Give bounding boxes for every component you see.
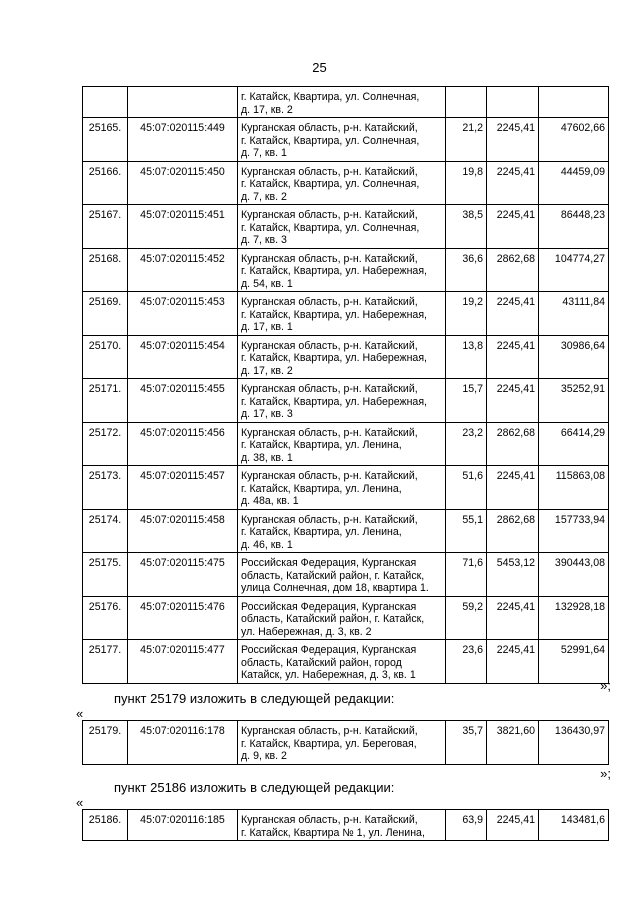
address-line: г. Катайск, Квартира, ул. Набережная, (241, 265, 428, 277)
cell-rate: 2862,68 (487, 509, 539, 553)
closing-quote: »; (600, 678, 611, 693)
cell-area: 35,7 (446, 721, 487, 765)
cell-number: 25166. (83, 161, 128, 205)
cell-cadastral-number: 45:07:020115:455 (128, 379, 238, 423)
cell-rate: 2245,41 (487, 205, 539, 249)
address-line: г. Катайск, Квартира, ул. Солнечная, (241, 178, 420, 190)
cell-cadastral-number: 45:07:020115:451 (128, 205, 238, 249)
address-line: г. Катайск, Квартира, ул. Ленина, (241, 482, 402, 495)
cell-number: 25165. (83, 118, 128, 162)
cell-address (238, 335, 446, 379)
cell-area: 63,9 (446, 810, 487, 841)
address-line: г. Катайск, Квартира № 1, ул. Ленина, (241, 826, 425, 839)
cell-rate: 3821,60 (487, 721, 539, 765)
address-line: Курганская область, р-н. Катайский, (241, 814, 418, 826)
table-row (83, 248, 609, 292)
cell-address (238, 205, 446, 249)
address-line: г. Катайск, Квартира, ул. Ленина, (241, 439, 402, 451)
cell-number: 25179. (83, 721, 128, 765)
cell-cadastral-value: 157733,94 (539, 509, 609, 553)
cell-cadastral-number: 45:07:020115:477 (128, 640, 238, 684)
cell-cadastral-value: 136430,97 (539, 721, 609, 765)
register-table-25186 (82, 809, 609, 841)
address-line: д. 9, кв. 2 (241, 750, 287, 762)
address-line: Курганская область, р-н. Катайский, (241, 513, 418, 526)
cell-area: 21,2 (446, 118, 487, 162)
address-line: д. 17, кв. 2 (241, 103, 293, 116)
cell-cadastral-value: 44459,09 (539, 161, 609, 205)
cell-number: 25175. (83, 553, 128, 597)
cell-area: 23,2 (446, 422, 487, 466)
cell-number: 25169. (83, 292, 128, 336)
cell-rate: 2245,41 (487, 118, 539, 162)
cell-area: 55,1 (446, 509, 487, 553)
cell-address (238, 118, 446, 162)
address-line: г. Катайск, Квартира, ул. Ленина, (241, 526, 402, 538)
address-line: область, Катайский район, г. Катайск, (241, 613, 425, 625)
table-row (83, 292, 609, 336)
address-line: Курганская область, р-н. Катайский, (241, 165, 418, 178)
cell-cadastral-value: 43111,84 (539, 292, 609, 336)
cell-cadastral-number: 45:07:020115:449 (128, 118, 238, 162)
address-line: д. 48а, кв. 1 (241, 495, 299, 507)
cell-cadastral-value: 47602,66 (539, 118, 609, 162)
cell-cadastral-number: 45:07:020115:453 (128, 292, 238, 336)
cell-area: 71,6 (446, 553, 487, 597)
cell-cadastral-value (539, 87, 609, 118)
cell-cadastral-number (128, 87, 238, 118)
address-line: Курганская область, р-н. Катайский, (241, 209, 418, 221)
cell-rate: 2245,41 (487, 335, 539, 379)
table-row (83, 335, 609, 379)
cell-number: 25168. (83, 248, 128, 292)
table-row (83, 161, 609, 205)
cell-cadastral-number: 45:07:020115:457 (128, 466, 238, 510)
cell-area: 51,6 (446, 466, 487, 510)
cell-rate: 2245,41 (487, 161, 539, 205)
cell-area (446, 87, 487, 118)
cell-cadastral-value: 66414,29 (539, 422, 609, 466)
closing-quote: »; (600, 766, 611, 781)
address-line: Курганская область, р-н. Катайский, (241, 426, 418, 439)
address-line: Курганская область, р-н. Катайский, (241, 122, 418, 134)
address-line: Курганская область, р-н. Катайский, (241, 725, 418, 737)
cell-rate: 2245,41 (487, 292, 539, 336)
address-line: Катайск, ул. Набережная, д. 3, кв. 1 (241, 669, 416, 681)
cell-cadastral-number: 45:07:020115:458 (128, 509, 238, 553)
cell-address (238, 161, 446, 205)
cell-cadastral-value: 52991,64 (539, 640, 609, 684)
cell-rate: 2245,41 (487, 596, 539, 640)
cell-cadastral-value: 104774,27 (539, 248, 609, 292)
cell-cadastral-value: 390443,08 (539, 553, 609, 597)
table-row (83, 509, 609, 553)
cell-cadastral-number: 45:07:020116:178 (128, 721, 238, 765)
address-line: Курганская область, р-н. Катайский, (241, 383, 418, 395)
register-table-body (83, 810, 609, 841)
cell-address (238, 87, 446, 118)
cell-cadastral-number: 45:07:020115:476 (128, 596, 238, 640)
table-row (83, 640, 609, 684)
table-row (83, 379, 609, 423)
opening-quote: « (76, 795, 84, 810)
address-line: г. Катайск, Квартира, ул. Солнечная, (241, 221, 420, 234)
cell-number: 25176. (83, 596, 128, 640)
amendment-instruction-25179: пункт 25179 изложить в следующей редакции: (114, 691, 395, 706)
register-table-body (83, 87, 609, 684)
cell-address (238, 292, 446, 336)
cell-area: 38,5 (446, 205, 487, 249)
cell-number: 25167. (83, 205, 128, 249)
address-line: д. 38, кв. 1 (241, 451, 293, 464)
table-row (83, 810, 609, 841)
register-table-body (83, 721, 609, 765)
address-line: г. Катайск, Квартира, ул. Набережная, (241, 352, 428, 364)
cell-rate: 2245,41 (487, 379, 539, 423)
address-line: г. Катайск, Квартира, ул. Солнечная, (241, 134, 420, 147)
cell-cadastral-number: 45:07:020115:450 (128, 161, 238, 205)
cell-number: 25177. (83, 640, 128, 684)
cell-cadastral-value: 30986,64 (539, 335, 609, 379)
cell-number: 25173. (83, 466, 128, 510)
cell-rate: 2245,41 (487, 810, 539, 841)
cell-rate: 2862,68 (487, 422, 539, 466)
cell-area: 15,7 (446, 379, 487, 423)
address-line: д. 17, кв. 2 (241, 364, 293, 377)
address-line: д. 17, кв. 3 (241, 408, 293, 420)
address-line: д. 7, кв. 1 (241, 147, 287, 159)
cell-rate: 2862,68 (487, 248, 539, 292)
cell-rate: 2245,41 (487, 640, 539, 684)
address-line: Курганская область, р-н. Катайский, (241, 339, 418, 352)
cell-cadastral-value: 86448,23 (539, 205, 609, 249)
address-line: Курганская область, р-н. Катайский, (241, 252, 418, 265)
address-line: г. Катайск, Квартира, ул. Солнечная, (241, 91, 420, 103)
cell-address (238, 640, 446, 684)
cell-rate: 5453,12 (487, 553, 539, 597)
address-line: г. Катайск, Квартира, ул. Набережная, (241, 308, 428, 321)
cell-cadastral-value: 35252,91 (539, 379, 609, 423)
cell-address (238, 810, 446, 841)
table-row (83, 553, 609, 597)
table-row (83, 118, 609, 162)
cell-area: 23,6 (446, 640, 487, 684)
address-line: д. 7, кв. 2 (241, 190, 287, 203)
cell-number: 25186. (83, 810, 128, 841)
cell-area: 19,2 (446, 292, 487, 336)
address-line: Российская Федерация, Курганская (241, 600, 417, 613)
cell-address (238, 466, 446, 510)
address-line: г. Катайск, Квартира, ул. Набережная, (241, 395, 428, 408)
cell-address (238, 509, 446, 553)
cell-rate (487, 87, 539, 118)
table-row (83, 596, 609, 640)
cell-address (238, 553, 446, 597)
cell-cadastral-value: 143481,6 (539, 810, 609, 841)
cell-address (238, 248, 446, 292)
table-row (83, 721, 609, 765)
cell-cadastral-number: 45:07:020115:475 (128, 553, 238, 597)
cell-area: 19,8 (446, 161, 487, 205)
address-line: Курганская область, р-н. Катайский, (241, 470, 418, 482)
opening-quote: « (76, 706, 84, 721)
address-line: Российская Федерация, Курганская (241, 557, 417, 569)
cell-address (238, 721, 446, 765)
register-table-main (82, 86, 609, 684)
cell-number (83, 87, 128, 118)
cell-area: 36,6 (446, 248, 487, 292)
address-line: Российская Федерация, Курганская (241, 644, 417, 656)
cell-address (238, 422, 446, 466)
address-line: д. 46, кв. 1 (241, 538, 293, 551)
table-row (83, 422, 609, 466)
cell-rate: 2245,41 (487, 466, 539, 510)
cell-cadastral-number: 45:07:020115:452 (128, 248, 238, 292)
cell-address (238, 379, 446, 423)
cell-number: 25174. (83, 509, 128, 553)
address-line: д. 17, кв. 1 (241, 321, 293, 333)
address-line: область, Катайский район, город (241, 656, 402, 669)
address-line: область, Катайский район, г. Катайск, (241, 569, 425, 582)
address-line: д. 7, кв. 3 (241, 234, 287, 246)
table-row (83, 205, 609, 249)
cell-cadastral-number: 45:07:020115:456 (128, 422, 238, 466)
table-row (83, 87, 609, 118)
page-number: 25 (312, 60, 327, 75)
cell-cadastral-number: 45:07:020115:454 (128, 335, 238, 379)
cell-cadastral-value: 132928,18 (539, 596, 609, 640)
address-line: Курганская область, р-н. Катайский, (241, 296, 418, 308)
address-line: улица Солнечная, дом 18, квартира 1. (241, 582, 429, 594)
register-table-25179 (82, 720, 609, 765)
address-line: г. Катайск, Квартира, ул. Береговая, (241, 737, 417, 750)
cell-address (238, 596, 446, 640)
address-line: д. 54, кв. 1 (241, 277, 293, 290)
cell-cadastral-number: 45:07:020116:185 (128, 810, 238, 841)
address-line: ул. Набережная, д. 3, кв. 2 (241, 625, 372, 638)
cell-number: 25172. (83, 422, 128, 466)
cell-number: 25171. (83, 379, 128, 423)
table-row (83, 466, 609, 510)
cell-area: 13,8 (446, 335, 487, 379)
cell-number: 25170. (83, 335, 128, 379)
amendment-instruction-25186: пункт 25186 изложить в следующей редакции: (114, 780, 395, 795)
cell-cadastral-value: 115863,08 (539, 466, 609, 510)
cell-area: 59,2 (446, 596, 487, 640)
